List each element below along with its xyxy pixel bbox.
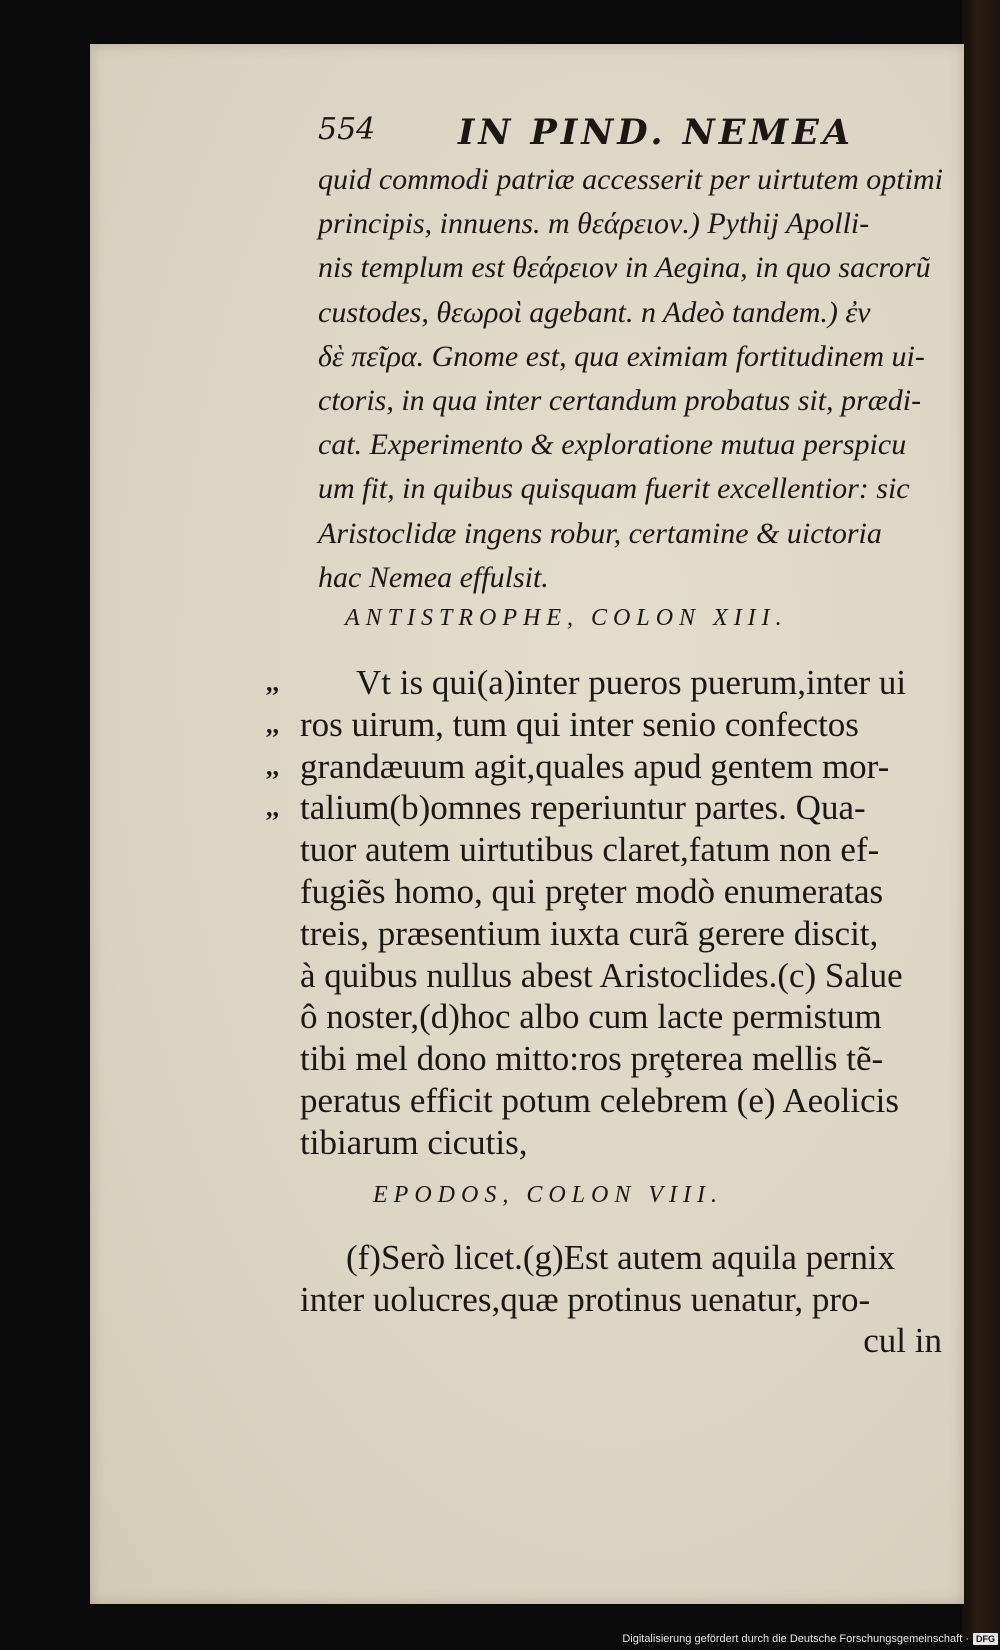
epodos-text: [300, 1237, 950, 1362]
text-line: Vt is qui(a)inter pueros puerum,inter ui: [356, 663, 907, 702]
text-line: treis, præsentium iuxta curã gerere discit,: [300, 913, 879, 953]
quote-mark: ,,: [266, 793, 279, 823]
text-line: (f)Serò licet.(g)Est autem aquila pernix: [346, 1238, 896, 1277]
dfg-logo: DFG: [973, 1633, 998, 1645]
text-line: tibiarum cicutis,: [300, 1122, 528, 1162]
quote-mark: ,,: [266, 751, 279, 781]
text-line: à quibus nullus abest Aristoclides.(c) Salue: [300, 955, 903, 995]
digitization-credit: [598, 1630, 998, 1648]
commentary-line: δὲ πεῖρα. Gnome est, qua eximiam fortitudinem ui-: [318, 339, 925, 373]
antistrophe-text: [300, 662, 960, 1164]
commentary-line: Aristoclidæ ingens robur, certamine & uictoria: [318, 516, 882, 550]
running-header: [318, 112, 878, 156]
epodos-heading: EPODOS, COLON VIII.: [373, 1182, 723, 1208]
commentary-line: principis, innuens. m θεάρειον.) Pythij Apolli-: [318, 207, 870, 241]
margin-quote-marks: [266, 662, 300, 829]
page-number: 554: [318, 112, 376, 147]
commentary-line: ctoris, in qua inter certandum probatus sit, prædi-: [318, 384, 922, 418]
text-line: tuor autem uirtutibus claret,fatum non ef-: [300, 830, 880, 870]
running-title: IN PIND. NEMEA: [458, 112, 854, 153]
credit-text: Digitalisierung gefördert durch die Deutsche Forschungsgemeinschaft ·: [622, 1633, 969, 1645]
commentary-line: um fit, in quibus quisquam fuerit excellentior: sic: [318, 472, 910, 506]
commentary-text: [318, 158, 968, 600]
text-line: peratus efficit potum celebrem (e) Aeolicis: [300, 1080, 899, 1120]
text-line: inter uolucres,quæ protinus uenatur, pro-: [300, 1279, 871, 1319]
commentary-line: custodes, θεωροὶ agebant. n Adeò tandem.) ἐν: [318, 295, 871, 329]
text-line: talium(b)omnes reperiuntur partes. Qua-: [300, 788, 866, 828]
commentary-line: quid commodi patriæ accesserit per uirtutem optimi: [318, 163, 943, 196]
text-line: ros uirum, tum qui inter senio confectos: [300, 704, 859, 744]
quote-mark: ,,: [266, 668, 279, 697]
commentary-line: hac Nemea effulsit.: [318, 560, 549, 594]
text-line: fugiẽs homo, qui prȩter modò enumeratas: [300, 871, 884, 911]
text-line: ô noster,(d)hoc albo cum lacte permistum: [300, 997, 882, 1037]
commentary-line: nis templum est θεάρειον in Aegina, in quo sacrorũ: [318, 251, 931, 285]
antistrophe-heading: ANTISTROPHE, COLON XIII.: [345, 605, 788, 631]
quote-mark: ,,: [266, 709, 279, 739]
text-line: tibi mel dono mitto:ros prȩterea mellis tẽ-: [300, 1039, 884, 1079]
catchword: cul in: [863, 1321, 942, 1360]
text-line: grandæuum agit,quales apud gentem mor-: [300, 746, 890, 786]
commentary-line: cat. Experimento & exploratione mutua perspicu: [318, 428, 907, 462]
